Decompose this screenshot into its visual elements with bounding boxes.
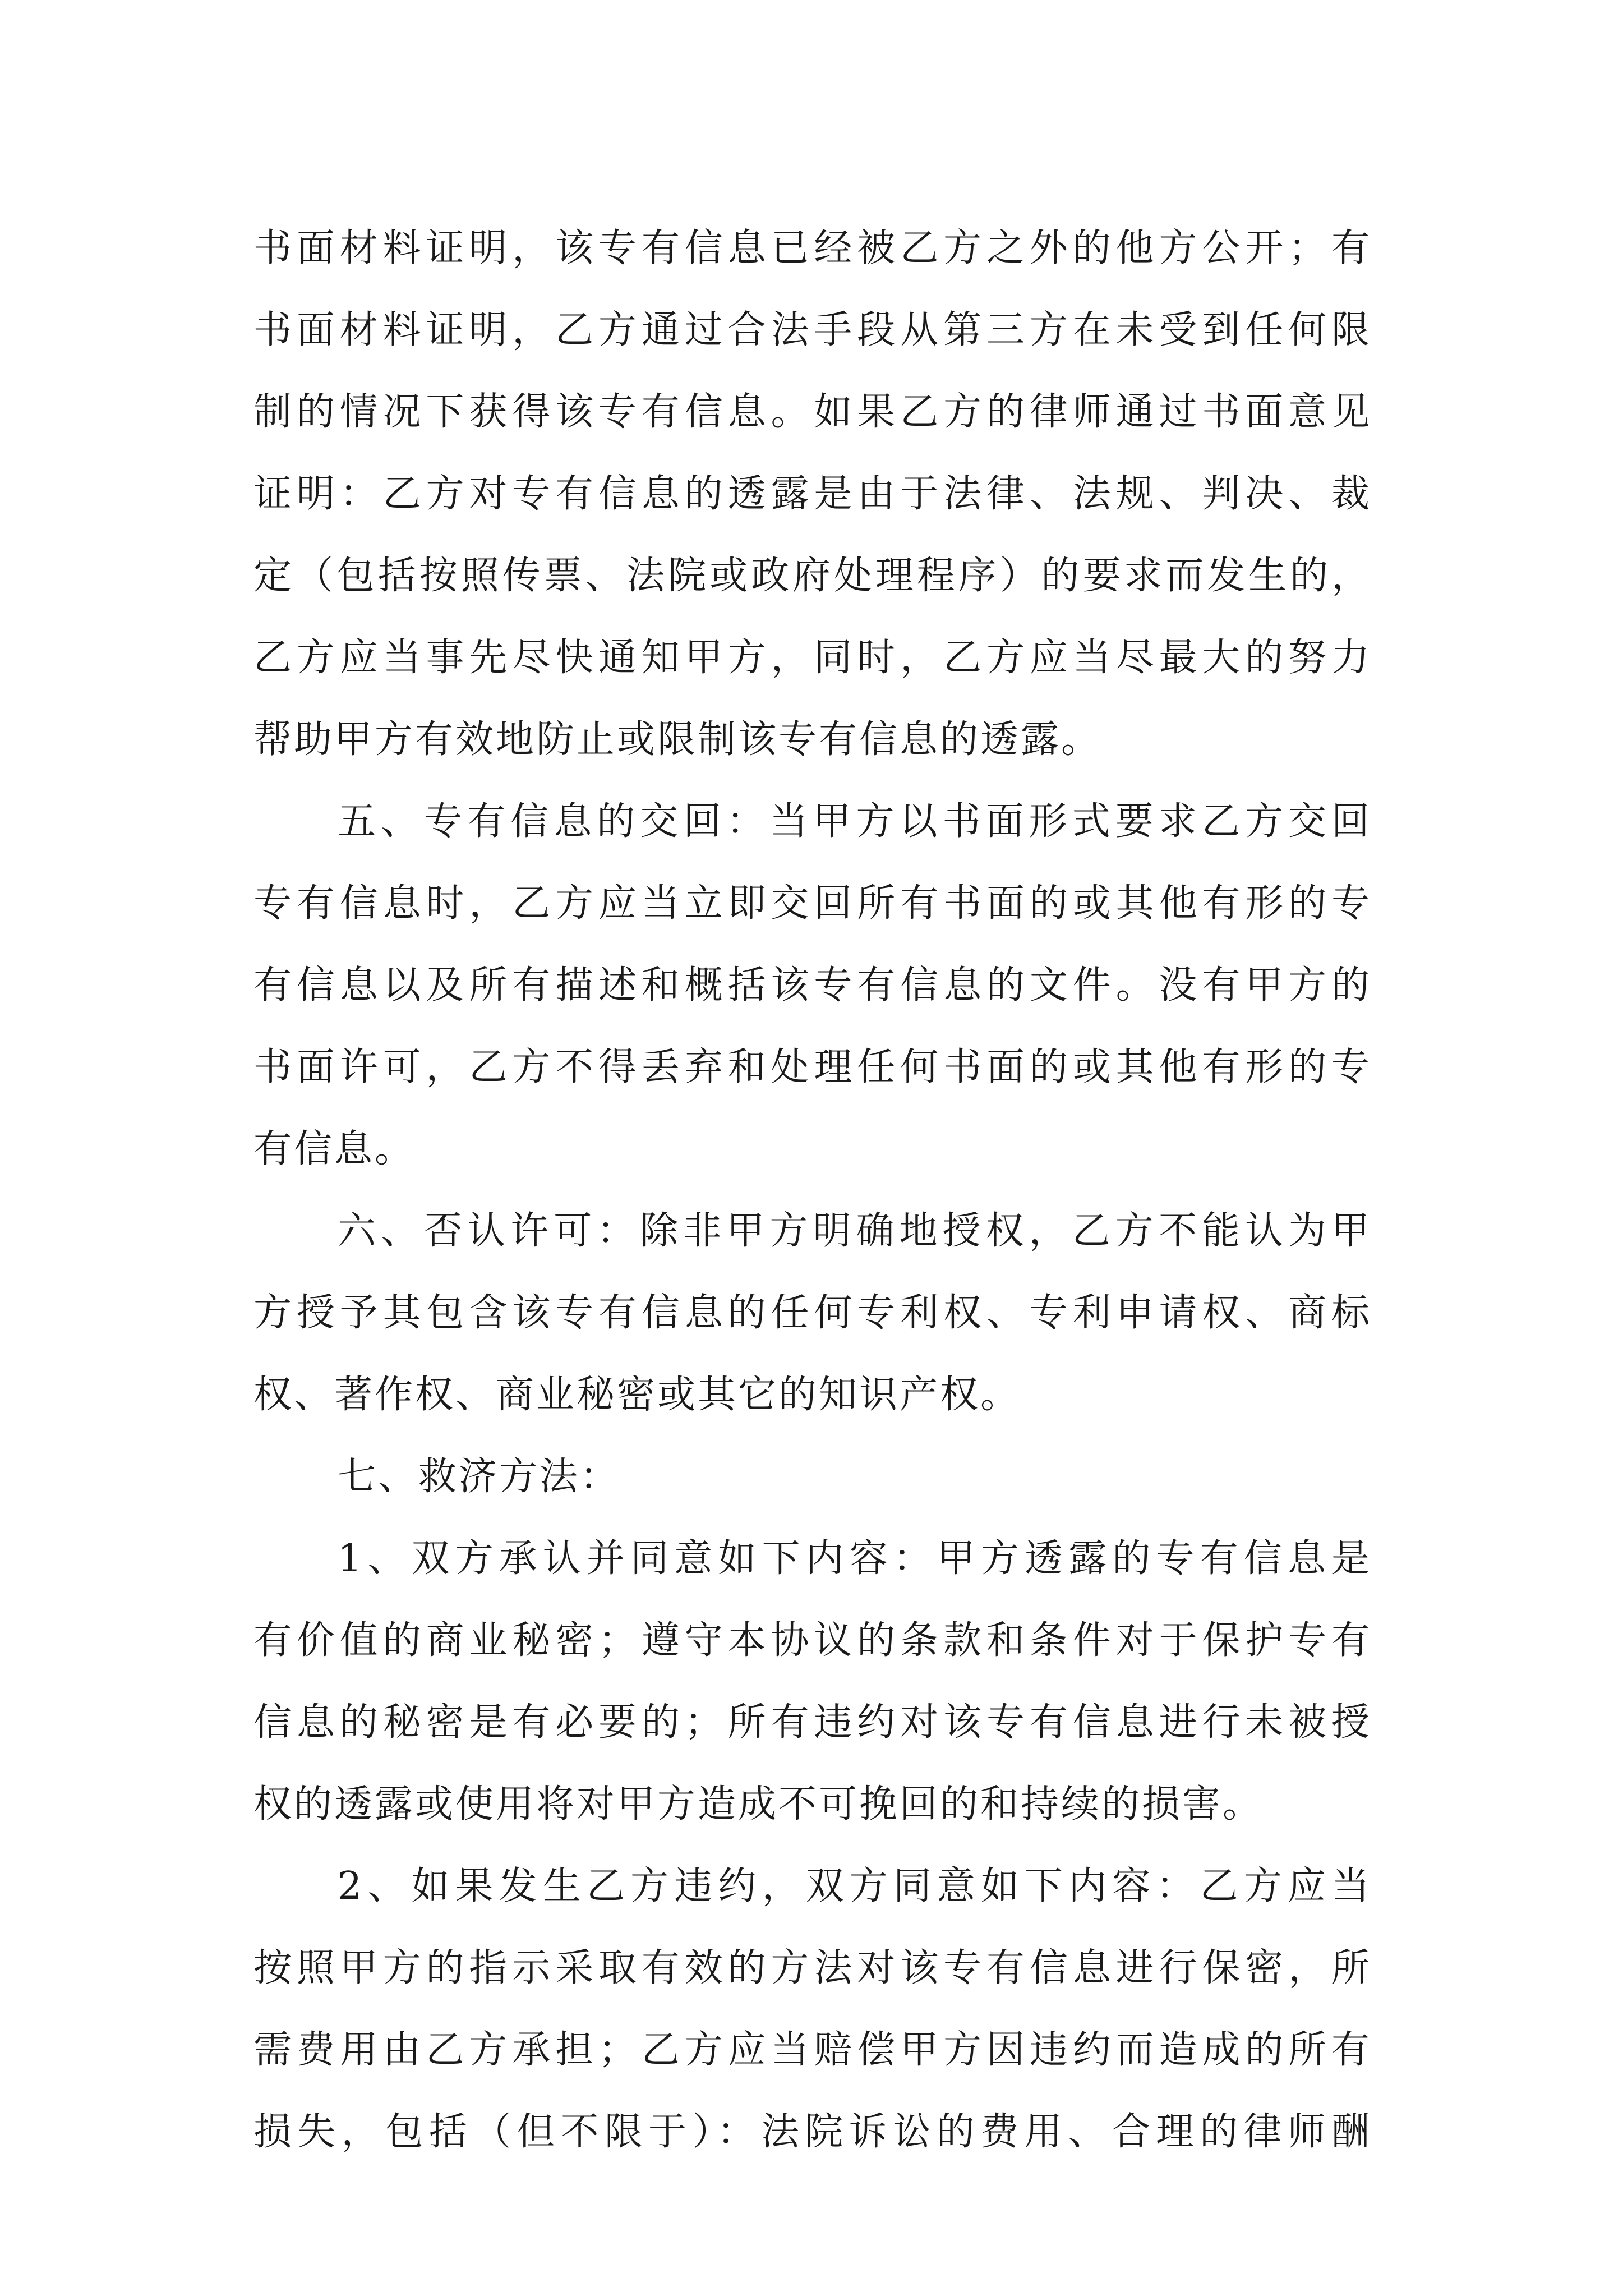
text-line: 书面材料证明，该专有信息已经被乙方之外的他方公开；有 — [253, 226, 1372, 270]
text-line: 有信息以及所有描述和概括该专有信息的文件。没有甲方的 — [253, 963, 1372, 1007]
text-line: 有信息。 — [253, 1127, 416, 1171]
text-line: 有价值的商业秘密；遵守本协议的条款和条件对于保护专有 — [253, 1618, 1372, 1663]
text-line: 六、否认许可：除非甲方明确地授权，乙方不能认为甲 — [338, 1209, 1372, 1253]
text-line: 七、救济方法： — [338, 1455, 621, 1499]
text-line: 2、如果发生乙方违约，双方同意如下内容：乙方应当 — [338, 1864, 1372, 1908]
text-line: 五、专有信息的交回：当甲方以书面形式要求乙方交回 — [338, 799, 1372, 844]
text-line: 方授予其包含该专有信息的任何专利权、专利申请权、商标 — [253, 1291, 1372, 1335]
text-line: 乙方应当事先尽快通知甲方，同时，乙方应当尽最大的努力 — [253, 636, 1372, 680]
text-line: 书面许可，乙方不得丢弃和处理任何书面的或其他有形的专 — [253, 1045, 1372, 1089]
text-line: 专有信息时，乙方应当立即交回所有书面的或其他有形的专 — [253, 881, 1372, 926]
document-body — [253, 208, 1372, 2173]
text-line: 证明：乙方对专有信息的透露是由于法律、法规、判决、裁 — [253, 472, 1372, 516]
text-line: 权的透露或使用将对甲方造成不可挽回的和持续的损害。 — [253, 1782, 1264, 1826]
text-line: 信息的秘密是有必要的；所有违约对该专有信息进行未被授 — [253, 1700, 1372, 1745]
text-line: 书面材料证明，乙方通过合法手段从第三方在未受到任何限 — [253, 308, 1372, 352]
text-line: 需费用由乙方承担；乙方应当赔偿甲方因违约而造成的所有 — [253, 2028, 1372, 2072]
text-line: 权、著作权、商业秘密或其它的知识产权。 — [253, 1373, 1021, 1417]
text-line: 帮助甲方有效地防止或限制该专有信息的透露。 — [253, 717, 1102, 762]
text-line: 损失，包括（但不限于）：法院诉讼的费用、合理的律师酬 — [253, 2110, 1372, 2154]
text-line: 制的情况下获得该专有信息。如果乙方的律师通过书面意见 — [253, 390, 1372, 434]
text-line: 1、双方承认并同意如下内容：甲方透露的专有信息是 — [338, 1536, 1372, 1581]
text-line: 定（包括按照传票、法院或政府处理程序）的要求而发生的， — [253, 554, 1372, 598]
text-line: 按照甲方的指示采取有效的方法对该专有信息进行保密，所 — [253, 1946, 1372, 1990]
